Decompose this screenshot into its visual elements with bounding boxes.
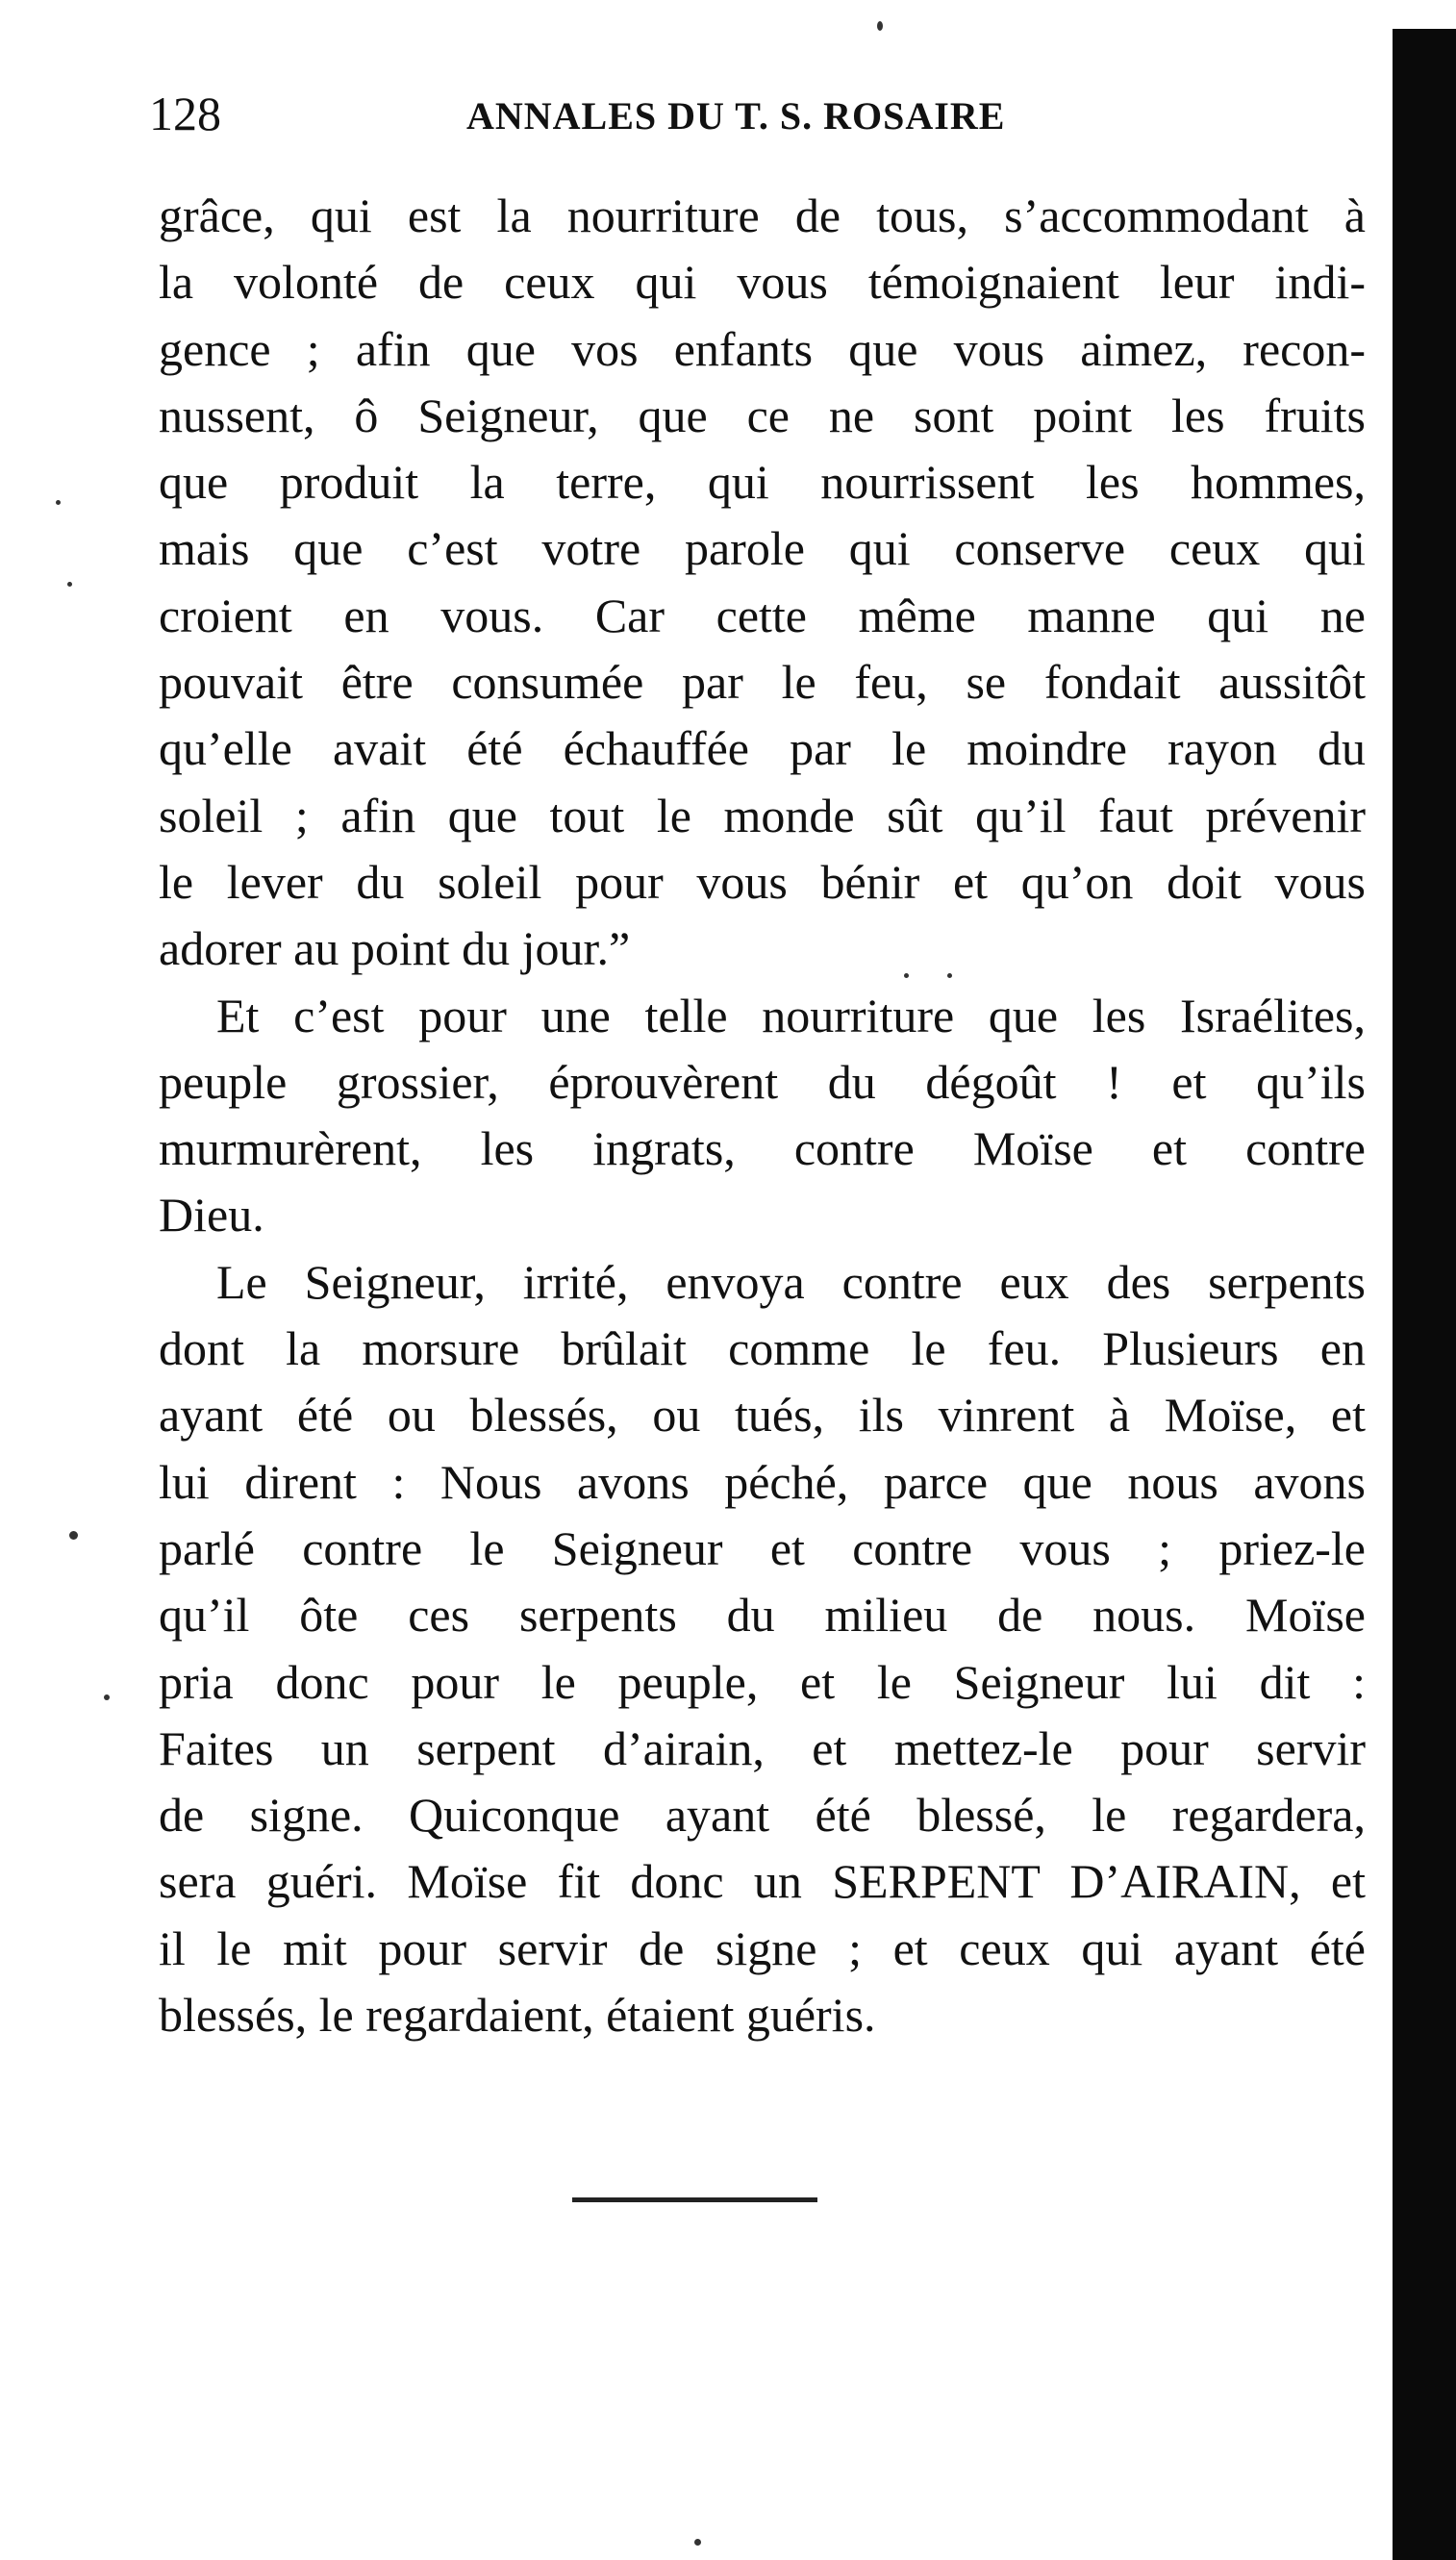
text-line: il le mit pour servir de signe ; et ceux qui ayant été	[159, 1920, 1366, 1975]
text-line: croient en vous. Car cette même manne qui ne	[159, 588, 1366, 642]
text-line: soleil ; afin que tout le monde sût qu’il faut prévenir	[159, 788, 1366, 842]
scan-speck	[56, 500, 61, 505]
text-line: Le Seigneur, irrité, envoya contre eux des serpents	[216, 1254, 1366, 1309]
text-line: qu’elle avait été échauffée par le moindre rayon du	[159, 721, 1366, 776]
text-line: lui dirent : Nous avons péché, parce que nous avons	[159, 1454, 1366, 1509]
text-line: adorer au point du jour.”	[159, 921, 631, 976]
scan-speck	[67, 582, 72, 587]
text-line: Et c’est pour une telle nourriture que les Israélites,	[216, 988, 1366, 1042]
body-text	[159, 183, 1366, 2048]
text-line: Faites un serpent d’airain, et mettez-le pour servir	[159, 1720, 1366, 1775]
text-line: nussent, ô Seigneur, que ce ne sont point les fruits	[159, 388, 1366, 442]
paragraph-3	[159, 1249, 1366, 2049]
text-line: pria donc pour le peuple, et le Seigneur lui dit :	[159, 1654, 1366, 1709]
text-line: Dieu.	[159, 1188, 264, 1242]
section-rule	[572, 2197, 817, 2202]
scan-speck	[877, 21, 883, 31]
text-line: parlé contre le Seigneur et contre vous ; priez-le	[159, 1520, 1366, 1575]
paragraph-2	[159, 983, 1366, 1249]
scan-speck	[69, 1531, 78, 1540]
text-line: grâce, qui est la nourriture de tous, s’accommodant à	[159, 188, 1366, 242]
scan-speck	[947, 973, 952, 978]
page-header	[149, 85, 1380, 152]
text-line: mais que c’est votre parole qui conserve ceux qui	[159, 521, 1366, 576]
text-line: blessés, le regardaient, étaient guéris.	[159, 1988, 876, 2043]
text-line: sera guéri. Moïse fit donc un SERPENT D’AIRAIN, et	[159, 1854, 1366, 1909]
page-number: 128	[149, 87, 221, 140]
scan-speck	[104, 1694, 110, 1700]
scan-edge-shadow	[1393, 29, 1456, 2560]
text-line: murmurèrent, les ingrats, contre Moïse et contre	[159, 1121, 1366, 1176]
text-line: la volonté de ceux qui vous témoignaient leur indi-	[159, 255, 1366, 310]
scan-speck	[904, 973, 909, 978]
text-line: ayant été ou blessés, ou tués, ils vinrent à Moïse, et	[159, 1388, 1366, 1443]
text-line: qu’il ôte ces serpents du milieu de nous. Moïse	[159, 1588, 1366, 1643]
scan-speck	[694, 2539, 701, 2546]
paragraph-1	[159, 183, 1366, 983]
text-line: de signe. Quiconque ayant été blessé, le regardera,	[159, 1788, 1366, 1843]
text-line: peuple grossier, éprouvèrent du dégoût ! et qu’ils	[159, 1054, 1366, 1109]
text-line: dont la morsure brûlait comme le feu. Plusieurs en	[159, 1321, 1366, 1376]
text-line: gence ; afin que vos enfants que vous aimez, recon-	[159, 321, 1366, 376]
text-line: que produit la terre, qui nourrissent les hommes,	[159, 455, 1366, 510]
text-line: le lever du soleil pour vous bénir et qu’on doit vous	[159, 854, 1366, 909]
running-head: ANNALES DU T. S. ROSAIRE	[466, 94, 1006, 138]
text-line: pouvait être consumée par le feu, se fondait aussitôt	[159, 655, 1366, 710]
